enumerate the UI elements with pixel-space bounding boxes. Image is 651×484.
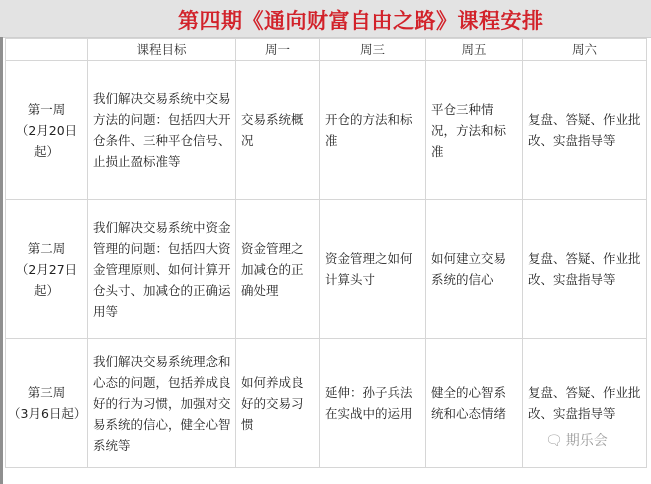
header-week	[6, 39, 88, 61]
week-cell	[6, 200, 88, 339]
monday-cell	[236, 61, 320, 200]
wednesday-cell	[320, 339, 426, 468]
week-cell	[6, 339, 88, 468]
friday-text: 如何建立交易系统的信心	[431, 251, 507, 287]
friday-cell	[426, 61, 523, 200]
saturday-cell	[523, 61, 647, 200]
week-date: （2月27日起）	[15, 261, 78, 298]
goal-text: 我们解决交易系统中资金管理的问题：包括四大资金管理原则、如何计算开仓头寸、加减仓的正确运用等	[93, 219, 231, 319]
header-saturday: 周六	[523, 39, 647, 61]
monday-text: 交易系统概况	[241, 112, 304, 148]
goal-cell	[88, 339, 236, 468]
saturday-text: 复盘、答疑、作业批改、实盘指导等	[528, 251, 641, 287]
table-row	[6, 61, 647, 200]
monday-text: 资金管理之加减仓的正确处理	[241, 240, 304, 298]
saturday-text: 复盘、答疑、作业批改、实盘指导等	[528, 112, 641, 148]
friday-text: 平仓三种情况，方法和标准	[431, 101, 507, 159]
chat-bubble-icon: 🗨	[545, 433, 563, 449]
monday-cell	[236, 339, 320, 468]
watermark-text: 期乐会	[565, 433, 608, 449]
goal-cell	[88, 61, 236, 200]
monday-text: 如何养成良好的交易习惯	[241, 374, 304, 432]
header-goal: 课程目标	[88, 39, 236, 61]
header-monday: 周一	[236, 39, 320, 61]
goal-text: 我们解决交易系统中交易方法的问题：包括四大开仓条件、三种平仓信号、止损止盈标准等	[93, 91, 231, 169]
friday-cell	[426, 339, 523, 468]
goal-cell	[88, 200, 236, 339]
header-row	[6, 39, 647, 61]
goal-text: 我们解决交易系统理念和心态的问题，包括养成良好的行为习惯，加强对交易系统的信心，健全心智系统等	[93, 353, 231, 453]
wednesday-text: 延伸：孙子兵法在实战中的运用	[325, 385, 413, 421]
header-friday: 周五	[426, 39, 523, 61]
watermark	[545, 430, 608, 450]
table-row	[6, 200, 647, 339]
wednesday-text: 开仓的方法和标准	[325, 112, 413, 148]
title-bar	[0, 0, 651, 38]
saturday-text: 复盘、答疑、作业批改、实盘指导等	[528, 385, 641, 421]
week-date: （3月6日起）	[8, 406, 87, 421]
friday-text: 健全的心智系统和心态情绪	[431, 385, 507, 421]
week-cell	[6, 61, 88, 200]
monday-cell	[236, 200, 320, 339]
wednesday-cell	[320, 61, 426, 200]
wednesday-text: 资金管理之如何计算头寸	[325, 251, 413, 287]
left-edge-border	[0, 37, 3, 484]
page-title: 第四期《通向财富自由之路》课程安排	[178, 8, 544, 33]
saturday-cell	[523, 200, 647, 339]
friday-cell	[426, 200, 523, 339]
header-wednesday: 周三	[320, 39, 426, 61]
wednesday-cell	[320, 200, 426, 339]
schedule-table	[5, 38, 647, 468]
week-label: 第二周	[27, 240, 66, 256]
week-date: （2月20日起）	[15, 122, 78, 159]
week-label: 第三周	[27, 385, 66, 400]
week-label: 第一周	[27, 101, 66, 117]
